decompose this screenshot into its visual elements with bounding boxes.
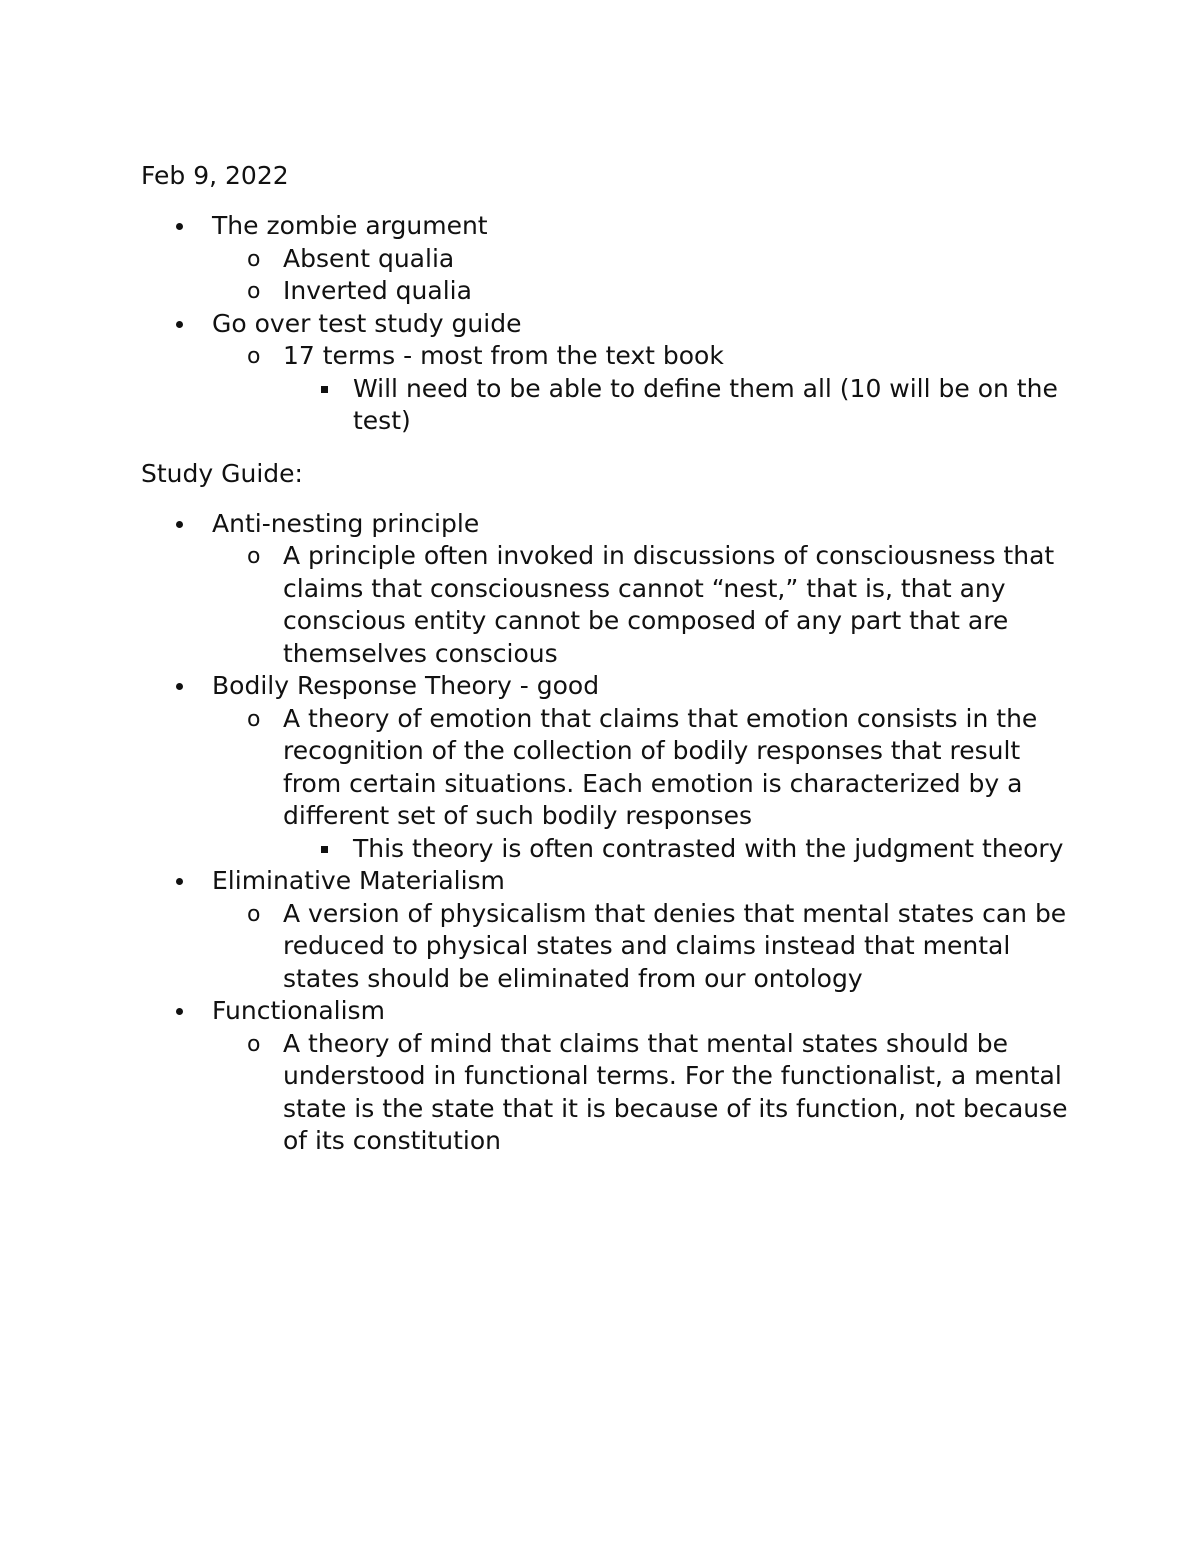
bullet-circle-icon: o [247,706,261,732]
list-item-text: The zombie argument [212,211,488,240]
list-item [141,340,1071,373]
bullet-dot-icon [176,223,183,230]
bullet-circle-icon: o [247,1031,261,1057]
definition-item [141,1028,1071,1158]
term-text: Anti-nesting principle [212,508,480,538]
term-text: Functionalism [212,996,385,1025]
term-text: Eliminative Materialism [212,866,505,895]
list-item-text: Will need to be able to define them all (10 will be on the test) [353,373,1058,435]
definition-text: A version of physicalism that denies that mental states can be reduced to physical states and claims instead that mental states should be eliminated from our ontology [283,898,1067,993]
bullet-circle-icon: o [247,279,261,304]
note-text: This theory is often contrasted with the judgment theory [353,833,1064,863]
term-item [141,670,1071,703]
document-page [141,160,1071,1158]
bullet-dot-icon [176,521,183,528]
lecture-notes-list [141,210,1071,438]
list-item [141,243,1071,276]
term-item [141,508,1071,541]
bullet-dot-icon [176,683,183,690]
list-item [141,275,1071,308]
term-item [141,995,1071,1028]
definition-item [141,540,1071,670]
bullet-circle-icon: o [247,901,261,927]
bullet-circle-icon: o [247,544,261,569]
list-item-text: Inverted qualia [283,276,472,305]
list-item [141,373,1071,438]
note-item [141,833,1071,866]
bullet-square-icon [321,386,328,393]
study-guide-list [141,508,1071,1158]
bullet-dot-icon [176,878,183,885]
definition-item [141,703,1071,833]
bullet-dot-icon [176,1008,183,1015]
definition-text: A theory of emotion that claims that emotion consists in the recognition of the collection of bodily responses that result from certain situations. Each emotion is characterized by a different set of such bodily responses [283,703,1038,830]
list-item-text: Absent qualia [283,243,455,273]
term-text: Bodily Response Theory - good [212,671,600,700]
bullet-square-icon [321,846,328,853]
study-guide-heading: Study Guide: [141,458,303,488]
bullet-dot-icon [176,321,183,328]
definition-item [141,898,1071,996]
list-item-text: 17 terms - most from the text book [283,341,724,370]
date-line: Feb 9, 2022 [141,161,289,190]
definition-text: A principle often invoked in discussions of consciousness that claims that consciousness cannot “nest,” that is, that any conscious entity cannot be composed of any part that are themselves conscious [283,541,1055,668]
term-item [141,865,1071,898]
list-item [141,210,1071,243]
list-item [141,308,1071,341]
definition-text: A theory of mind that claims that mental states should be understood in functional terms. For the functionalist, a mental state is the state that it is because of its function, not because of its constitution [283,1028,1068,1155]
bullet-circle-icon: o [247,344,261,369]
list-item-text: Go over test study guide [212,308,522,338]
bullet-circle-icon: o [247,246,261,272]
